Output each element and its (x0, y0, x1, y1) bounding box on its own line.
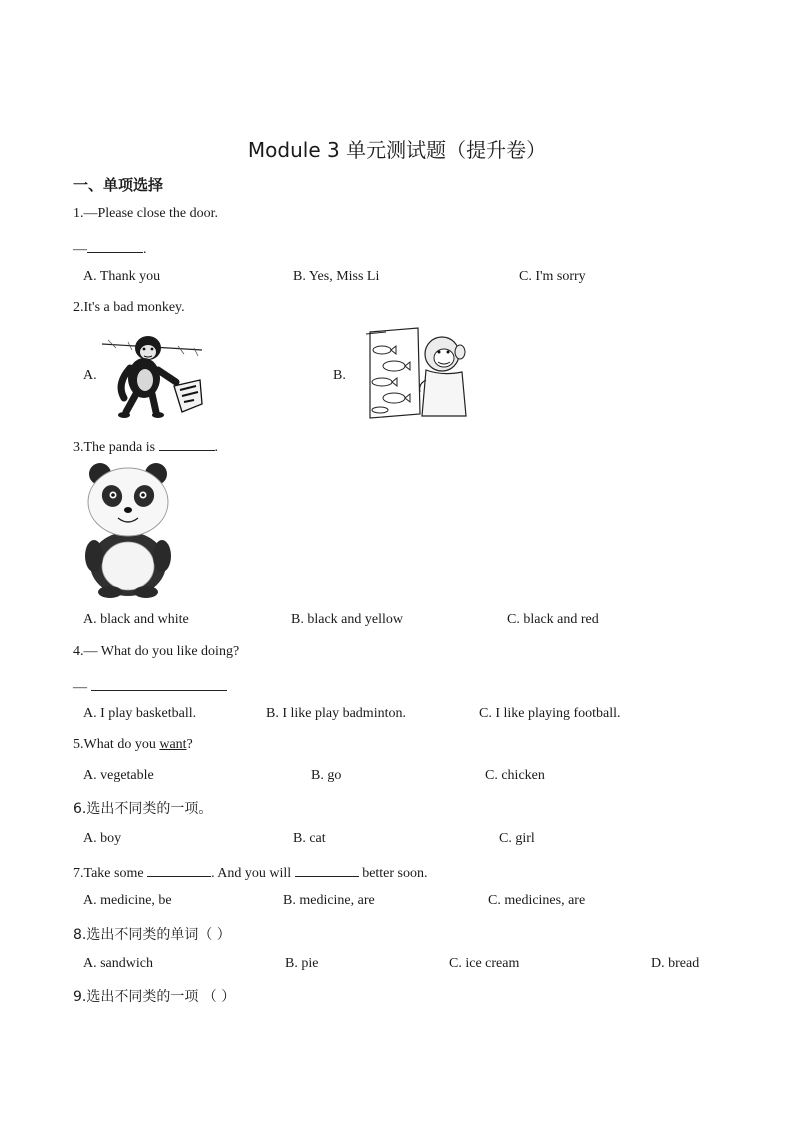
question-9-stem: 9.选出不同类的一项 （ ） (73, 989, 236, 1005)
question-4-stem: 4.— What do you like doing? (73, 644, 240, 659)
cartoon-panda-illustration (80, 460, 176, 603)
stem-text: 3.The panda is (73, 440, 159, 455)
question-1-option-a[interactable]: A. Thank you (83, 269, 161, 284)
question-2-option-b-label[interactable]: B. (333, 368, 346, 383)
question-8-option-d[interactable]: D. bread (651, 956, 700, 971)
stem-text: 5.What do you (73, 737, 160, 752)
question-2-option-a-label[interactable]: A. (83, 368, 97, 383)
question-8-option-c[interactable]: C. ice cream (449, 956, 520, 971)
reply-dash: — (73, 242, 87, 257)
question-6-stem: 6.选出不同类的一项。 (73, 801, 213, 817)
question-1-stem: 1.—Please close the door. (73, 206, 219, 221)
answer-blank-2 (295, 862, 359, 877)
question-3-option-a[interactable]: A. black and white (83, 612, 189, 627)
reply-dash: — (73, 680, 91, 695)
stem-period: . (214, 440, 219, 455)
question-5-option-a[interactable]: A. vegetable (83, 768, 154, 783)
answer-blank (87, 238, 143, 253)
question-4-option-c[interactable]: C. I like playing football. (479, 706, 621, 721)
monkey-with-hat-illustration (98, 328, 206, 427)
question-2-stem: 2.It's a bad monkey. (73, 300, 185, 315)
question-8-option-b[interactable]: B. pie (285, 956, 319, 971)
page-title: Module 3 单元测试题（提升卷） (247, 138, 547, 162)
question-5-option-c[interactable]: C. chicken (485, 768, 545, 783)
stem-question-mark: ? (186, 737, 193, 752)
question-8-option-a[interactable]: A. sandwich (83, 956, 153, 971)
answer-blank (91, 676, 227, 691)
stem-middle: . And you will (211, 866, 295, 881)
question-7-option-c[interactable]: C. medicines, are (488, 893, 586, 908)
question-1-option-b[interactable]: B. Yes, Miss Li (293, 269, 380, 284)
question-4-option-b[interactable]: B. I like play badminton. (266, 706, 406, 721)
question-8-stem: 8.选出不同类的单词（ ） (73, 927, 231, 943)
question-6-option-c[interactable]: C. girl (499, 831, 535, 846)
question-4-option-a[interactable]: A. I play basketball. (83, 706, 197, 721)
reply-period: . (143, 242, 147, 257)
question-3-option-c[interactable]: C. black and red (507, 612, 599, 627)
question-4-reply (73, 676, 227, 696)
stem-end: better soon. (358, 866, 428, 881)
stem-text: 7.Take some (73, 866, 148, 881)
section-heading: 一、单项选择 (73, 176, 164, 194)
question-1-option-c[interactable]: C. I'm sorry (519, 269, 586, 284)
question-6-option-a[interactable]: A. boy (83, 831, 122, 846)
answer-blank-1 (147, 862, 211, 877)
question-7-option-b[interactable]: B. medicine, are (283, 893, 375, 908)
question-3-stem (73, 436, 218, 456)
question-3-option-b[interactable]: B. black and yellow (291, 612, 403, 627)
question-5-stem (73, 737, 193, 753)
underlined-word: want (159, 737, 187, 752)
monkey-with-fish-sign-illustration (356, 324, 472, 427)
question-7-option-a[interactable]: A. medicine, be (83, 893, 172, 908)
question-5-option-b[interactable]: B. go (311, 768, 342, 783)
question-6-option-b[interactable]: B. cat (293, 831, 326, 846)
question-1-reply (73, 238, 147, 258)
answer-blank (159, 436, 215, 451)
question-7-stem (73, 862, 428, 882)
